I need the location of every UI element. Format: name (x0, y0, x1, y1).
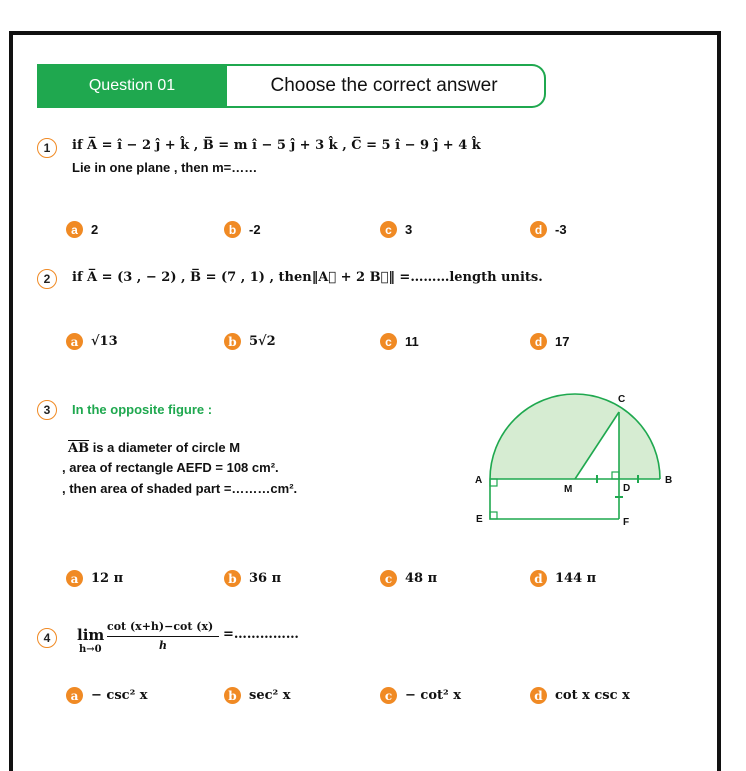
option-text: 48 π (405, 571, 438, 586)
option-letter: a (66, 333, 83, 350)
option-text: 12 π (91, 571, 124, 586)
option-letter: c (380, 570, 397, 587)
option-text: 11 (405, 334, 419, 349)
q1-prompt: Lie in one plane , then m=…… (72, 160, 258, 175)
q3-line1 (68, 440, 240, 456)
option-letter: b (224, 687, 241, 704)
segment-ab: $\overline{AB}$ (68, 441, 90, 456)
option-text: 3 (405, 222, 413, 237)
q4-option-c[interactable] (380, 687, 461, 704)
q1-option-c[interactable] (380, 221, 412, 238)
option-letter: d (530, 687, 547, 704)
question-number-4: 4 (37, 628, 57, 648)
q1-option-b[interactable] (224, 221, 261, 238)
q3-line3: , then area of shaded part =………cm². (62, 481, 298, 496)
option-text: 36 π (249, 571, 282, 586)
option-text: sec² x (249, 688, 291, 703)
option-text: √13 (91, 334, 118, 349)
q3-heading: In the opposite figure : (72, 402, 213, 417)
q4-option-d[interactable] (530, 687, 630, 704)
right-angle-e (490, 512, 497, 519)
q3-option-c[interactable] (380, 570, 437, 587)
option-letter: b (224, 333, 241, 350)
option-letter: a (66, 570, 83, 587)
question-label: Question 01 (37, 64, 227, 108)
instruction-title: Choose the correct answer (224, 64, 546, 108)
rectangle-aefd (490, 479, 619, 519)
label-f: F (623, 517, 630, 528)
lim-subscript: h→0 (79, 644, 102, 655)
q1-option-d[interactable] (530, 221, 567, 238)
option-text: -3 (555, 222, 567, 237)
option-letter: d (530, 570, 547, 587)
q4-option-b[interactable] (224, 687, 290, 704)
label-e: E (476, 514, 483, 525)
option-letter: c (380, 333, 397, 350)
option-text: 2 (91, 222, 99, 237)
q2-option-b[interactable] (224, 333, 276, 350)
q1-option-a[interactable] (66, 221, 98, 238)
fraction-numerator: cot (x+h)−cot (x) (107, 620, 214, 633)
option-letter: d (530, 221, 547, 238)
question-number-2: 2 (37, 269, 57, 289)
q2-statement: if A̅ = (3 , − 2) , B̅ = (7 , 1) , then‖A⃗ + 2 B⃗‖ =………length units. (72, 270, 543, 285)
lim-word: lim (77, 626, 105, 644)
option-text: 17 (555, 334, 570, 349)
option-letter: a (66, 687, 83, 704)
option-text: -2 (249, 222, 261, 237)
right-angle-a (490, 479, 497, 486)
option-text: 5√2 (249, 334, 276, 349)
option-letter: b (224, 221, 241, 238)
q3-option-b[interactable] (224, 570, 281, 587)
q3-option-d[interactable] (530, 570, 596, 587)
q4-option-a[interactable] (66, 687, 148, 704)
q2-option-c[interactable] (380, 333, 419, 350)
option-letter: c (380, 687, 397, 704)
label-d: D (623, 483, 631, 494)
q3-line1-rest: is a diameter of circle M (89, 440, 241, 455)
question-number-3: 3 (37, 400, 57, 420)
option-letter: b (224, 570, 241, 587)
option-letter: c (380, 221, 397, 238)
label-b: B (665, 475, 673, 486)
option-text: − cot² x (405, 688, 461, 703)
q3-line2: , area of rectangle AEFD = 108 cm². (62, 460, 279, 475)
option-text: − csc² x (91, 688, 148, 703)
q4-tail: =…………… (223, 627, 299, 642)
q2-option-a[interactable] (66, 333, 118, 350)
label-a: A (475, 475, 483, 486)
question-number-1: 1 (37, 138, 57, 158)
label-m: M (564, 484, 573, 495)
q2-option-d[interactable] (530, 333, 569, 350)
label-c: C (618, 394, 626, 405)
fraction-bar (107, 636, 219, 637)
fraction-denominator: h (159, 639, 167, 652)
q1-statement: if A̅ = î − 2 ĵ + k̂ , B̅ = m î − 5 ĵ + 3 k̂ , C̅ = 5 î − 9 ĵ + 4 k̂ (72, 138, 481, 153)
q3-option-a[interactable] (66, 570, 123, 587)
option-letter: a (66, 221, 83, 238)
option-letter: d (530, 333, 547, 350)
q3-figure (460, 385, 690, 530)
shaded-region (490, 394, 660, 479)
option-text: 144 π (555, 571, 597, 586)
option-text: cot x csc x (555, 688, 630, 703)
